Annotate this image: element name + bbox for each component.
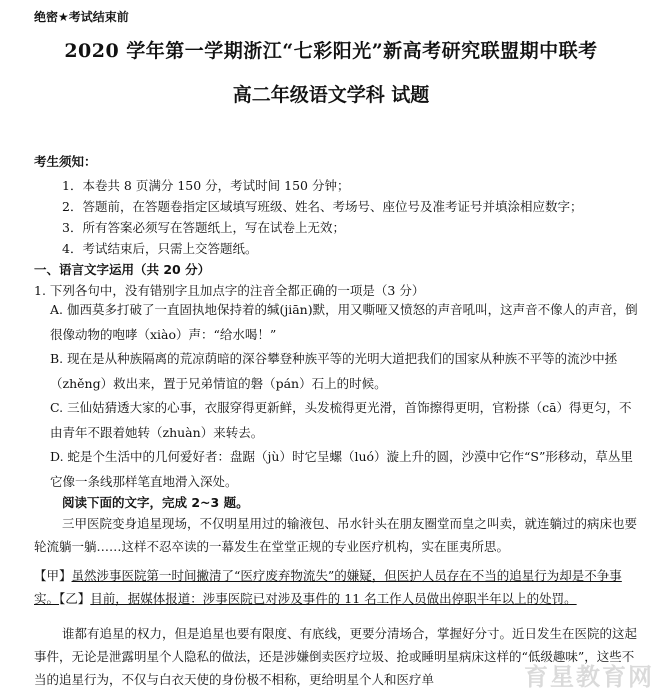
reading-paragraph-3: 谁都有追星的权力，但是追星也要有限度、有底线，更要分清场合，掌握好分寸。近日发生在医院的这起事件，无论是泄露明星个人隐私的做法，还是涉嫌倒卖医疗垃圾、抢或睡明星病床这样的“低级趣味”，这些不当的追星行为，不仅与白衣天使的身份极不相称，更给明星个人和医疗单 xyxy=(34,626,638,687)
reading-paragraph-1: 三甲医院变身追星现场，不仅明星用过的输液包、吊水针头在朋友圈堂而皇之叫卖，就连躺过的病床也要轮流躺一躺……这样不忍卒读的一幕发生在堂堂正规的专业医疗机构，实在匪夷所思。 xyxy=(34,516,638,554)
reading-paragraph-2 xyxy=(34,564,640,610)
option-a: A. 伽西莫多打破了一直固执地保持着的缄(jiān)默，用又嘶哑又愤怒的声音吼叫，这声音不像人的声音，倒很像动物的咆哮（xiào）声：“给水喝！” xyxy=(50,302,638,342)
watermark: 育星教育网 xyxy=(524,663,654,691)
exam-subtitle: 高二年级语文学科 试题 xyxy=(232,84,430,106)
marker-yi: 【乙】 xyxy=(59,591,91,606)
reading-heading: 阅读下面的文字，完成 2~3 题。 xyxy=(62,495,249,510)
notice-heading: 考生须知： xyxy=(34,154,97,169)
secret-label: 绝密★考试结束前 xyxy=(34,10,129,24)
option-c: C. 三仙姑猜透大家的心事，衣服穿得更新鲜，头发梳得更光滑，首饰擦得更明，官粉搽（cā）得更匀，不由青年不跟着她转（zhuàn）来转去。 xyxy=(50,400,632,440)
exam-title: 2020 学年第一学期浙江“七彩阳光”新高考研究联盟期中联考 xyxy=(64,40,598,62)
notice-item: 3．所有答案必须写在答题纸上，写在试卷上无效； xyxy=(62,220,345,235)
marker-jia: 【甲】 xyxy=(34,568,72,583)
notice-item: 1．本卷共 8 页满分 150 分，考试时间 150 分钟； xyxy=(62,178,350,193)
question-stem: 1. 下列各句中，没有错别字且加点字的注音全都正确的一项是（3 分） xyxy=(34,283,425,298)
sentence-yi: 目前，据媒体报道：涉事医院已对涉及事件的 11 名工作人员做出停职半年以上的处罚。 xyxy=(90,591,577,606)
sentence-jia: 虽然涉事医院第一时间撇清了“医疗废弃物流失”的嫌疑，但医护人员存在不当的追星行为却是不争事实。 xyxy=(34,568,622,606)
option-d: D. 蛇是个生活中的几何爱好者：盘踞（jù）时它呈螺（luó）漩上升的圆，沙漠中它作“S”形移动，草丛里它像一条线那样笔直地滑入深处。 xyxy=(50,449,633,489)
section-heading: 一、语言文字运用（共 20 分） xyxy=(34,262,211,277)
option-b: B. 现在是从种族隔离的荒凉荫暗的深谷攀登种族平等的光明大道把我们的国家从种族不平等的流沙中拯（zhěng）救出来，置于兄弟情谊的磐（pán）石上的时候。 xyxy=(50,351,618,391)
notice-item: 4．考试结束后，只需上交答题纸。 xyxy=(62,241,258,256)
notice-item: 2．答题前，在答题卷指定区域填写班级、姓名、考场号、座位号及准考证号并填涂相应数字； xyxy=(62,199,583,214)
